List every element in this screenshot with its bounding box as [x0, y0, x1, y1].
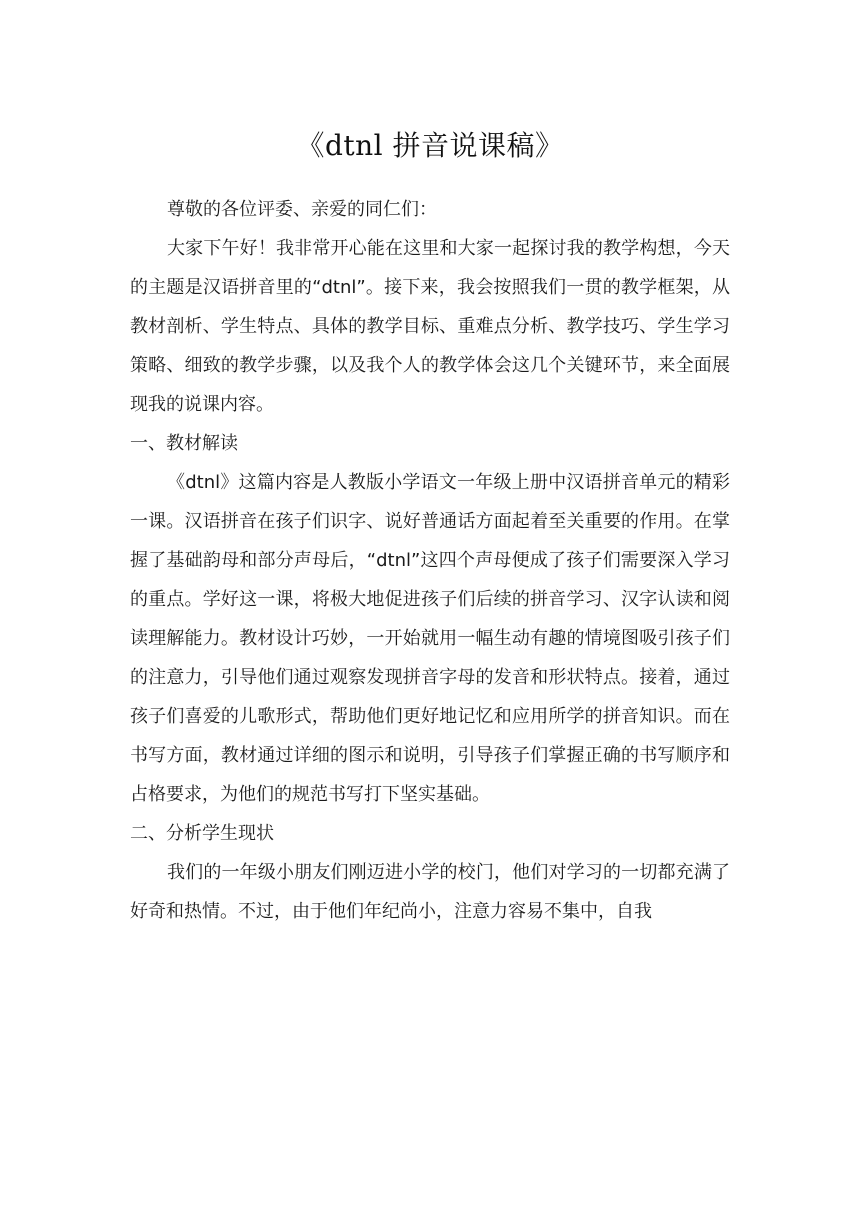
student-analysis-paragraph: 我们的一年级小朋友们刚迈进小学的校门，他们对学习的一切都充满了好奇和热情。不过，由于他们年纪尚小，注意力容易不集中，自我: [130, 862, 730, 922]
section-heading-textbook: 一、教材解读: [130, 433, 238, 454]
opening-paragraph: 大家下午好！我非常开心能在这里和大家一起探讨我的教学构想，今天的主题是汉语拼音里的“dtnl”。接下来，我会按照我们一贯的教学框架，从教材剖析、学生特点、具体的教学目标、重难点分析、教学技巧、学生学习策略、细致的教学步骤，以及我个人的教学体会这几个关键环节，来全面展现我的说课内容。: [130, 238, 730, 415]
greeting-paragraph: 尊敬的各位评委、亲爱的同仁们：: [167, 199, 437, 220]
document-body: [130, 190, 730, 931]
section-heading-students: 二、分析学生现状: [130, 823, 274, 844]
document-title: 《dtnl 拼音说课稿》: [296, 129, 564, 162]
textbook-analysis-paragraph: 《dtnl》这篇内容是人教版小学语文一年级上册中汉语拼音单元的精彩一课。汉语拼音在孩子们识字、说好普通话方面起着至关重要的作用。在掌握了基础韵母和部分声母后，“dtnl”这四个声母便成了孩子们需要深入学习的重点。学好这一课，将极大地促进孩子们后续的拼音学习、汉字认读和阅读理解能力。教材设计巧妙，一开始就用一幅生动有趣的情境图吸引孩子们的注意力，引导他们通过观察发现拼音字母的发音和形状特点。接着，通过孩子们喜爱的儿歌形式，帮助他们更好地记忆和应用所学的拼音知识。而在书写方面，教材通过详细的图示和说明，引导孩子们掌握正确的书写顺序和占格要求，为他们的规范书写打下坚实基础。: [130, 472, 730, 805]
